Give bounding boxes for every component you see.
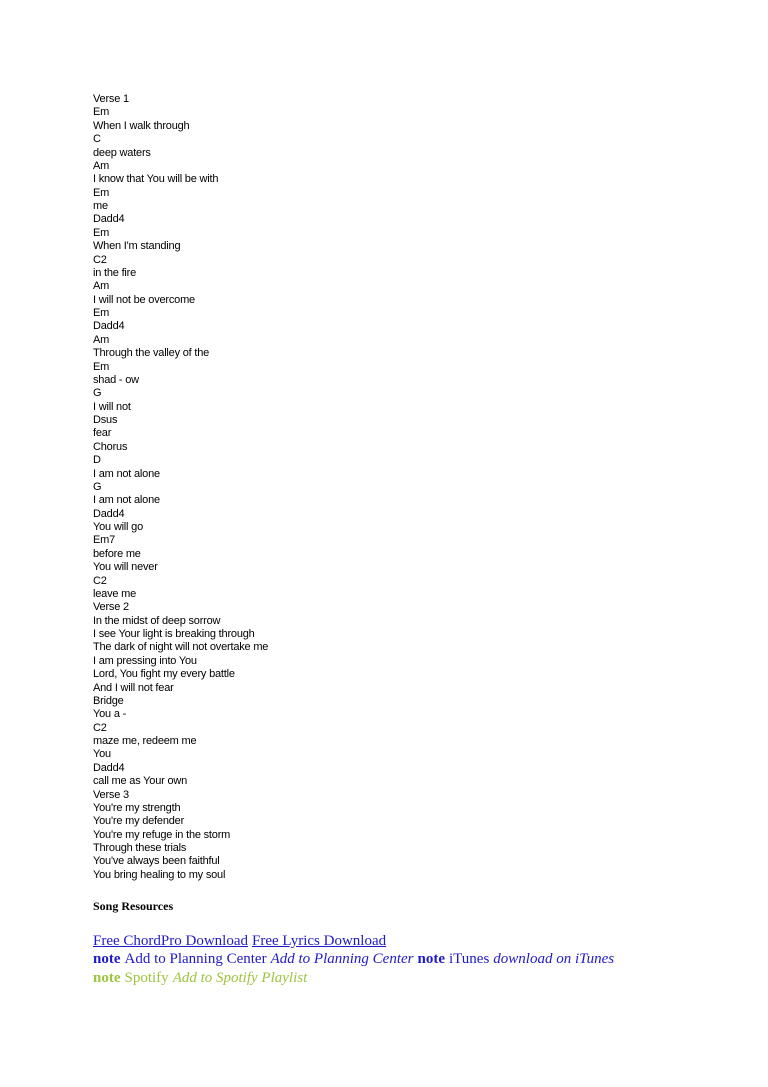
- note-label: note: [93, 970, 121, 986]
- lyric-line: You're my refuge in the storm: [93, 828, 231, 841]
- lyric-line: Verse 2: [93, 601, 129, 614]
- lyric-line: You: [93, 748, 111, 761]
- lyric-line: You've always been faithful: [93, 855, 220, 868]
- lyric-line: When I walk through: [93, 119, 190, 132]
- lyric-line: call me as Your own: [93, 775, 188, 788]
- note-label: note: [417, 951, 445, 967]
- lyric-line: Bridge: [93, 694, 124, 707]
- planning-center-link[interactable]: Add to Planning Center: [124, 951, 267, 967]
- lyric-line: C2: [93, 253, 107, 266]
- lyric-line: In the midst of deep sorrow: [93, 614, 221, 627]
- lyric-line: Through the valley of the: [93, 347, 210, 360]
- lyric-line: Em: [93, 226, 110, 239]
- lyric-line: Em: [93, 186, 110, 199]
- lyric-line: Dadd4: [93, 320, 125, 333]
- lyric-line: You're my strength: [93, 801, 181, 814]
- free-lyrics-download-link[interactable]: Free Lyrics Download: [251, 933, 387, 949]
- lyric-line: Dadd4: [93, 507, 125, 520]
- note-label: note: [93, 951, 121, 967]
- lyrics-block: [93, 93, 693, 882]
- lyric-line: I will not: [93, 400, 131, 413]
- lyric-line: C2: [93, 721, 107, 734]
- lyric-line: Dadd4: [93, 761, 125, 774]
- lyric-line: deep waters: [93, 146, 151, 159]
- resources-line-downloads: [93, 932, 386, 950]
- lyric-line: Am: [93, 159, 110, 172]
- resources-line-spotify: [93, 969, 307, 987]
- itunes-italic-label: download on iTunes: [493, 951, 615, 967]
- lyric-line: Em: [93, 106, 110, 119]
- resources-line-planning-itunes: [93, 950, 614, 968]
- lyric-line: I see Your light is breaking through: [93, 628, 255, 640]
- planning-center-italic-label: Add to Planning Center: [270, 951, 414, 967]
- lyric-line: Dsus: [93, 414, 118, 426]
- lyric-line: Verse 1: [93, 93, 129, 105]
- lyric-line: Verse 3: [93, 788, 129, 801]
- lyric-line: Lord, You fight my every battle: [93, 668, 235, 681]
- lyric-line: You will never: [93, 561, 158, 574]
- lyric-line: I know that You will be with: [93, 173, 219, 186]
- itunes-link[interactable]: iTunes: [448, 951, 490, 967]
- lyric-line: Em: [93, 360, 110, 373]
- lyric-line: in the fire: [93, 266, 137, 279]
- lyric-line: C: [93, 133, 101, 146]
- lyric-line: Am: [93, 280, 110, 293]
- lyric-line: fear: [93, 427, 112, 440]
- lyric-line: leave me: [93, 587, 137, 600]
- lyric-line: When I'm standing: [93, 240, 181, 253]
- lyric-line: You a -: [93, 708, 127, 721]
- lyric-line: I am pressing into You: [93, 654, 197, 667]
- spotify-link[interactable]: Spotify: [124, 970, 169, 986]
- lyric-line: Dadd4: [93, 213, 125, 226]
- lyric-line: You will go: [93, 521, 143, 533]
- lyric-line: Em7: [93, 534, 116, 547]
- lyric-line: G: [93, 480, 102, 493]
- lyric-line: You bring healing to my soul: [93, 868, 226, 881]
- lyric-line: Chorus: [93, 440, 128, 453]
- lyric-line: You're my defender: [93, 815, 185, 828]
- lyric-line: The dark of night will not overtake me: [93, 641, 269, 654]
- song-resources-heading: Song Resources: [93, 899, 174, 913]
- lyric-line: I am not alone: [93, 494, 160, 507]
- lyric-line: D: [93, 454, 101, 467]
- lyric-line: maze me, redeem me: [93, 735, 197, 747]
- lyric-line: before me: [93, 547, 141, 560]
- lyric-line: I will not be overcome: [93, 293, 195, 306]
- lyric-line: G: [93, 387, 102, 400]
- lyric-line: shad - ow: [93, 373, 139, 386]
- lyric-line: me: [93, 200, 108, 212]
- spotify-italic-label: Add to Spotify Playlist: [172, 970, 308, 986]
- lyric-line: And I will not fear: [93, 681, 174, 694]
- lyric-line: I am not alone: [93, 467, 160, 480]
- lyric-line: Through these trials: [93, 842, 187, 854]
- lyric-line: C2: [93, 574, 107, 587]
- free-chordpro-download-link[interactable]: Free ChordPro Download: [93, 933, 248, 949]
- lyric-line: Am: [93, 333, 110, 346]
- lyric-line: Em: [93, 307, 110, 319]
